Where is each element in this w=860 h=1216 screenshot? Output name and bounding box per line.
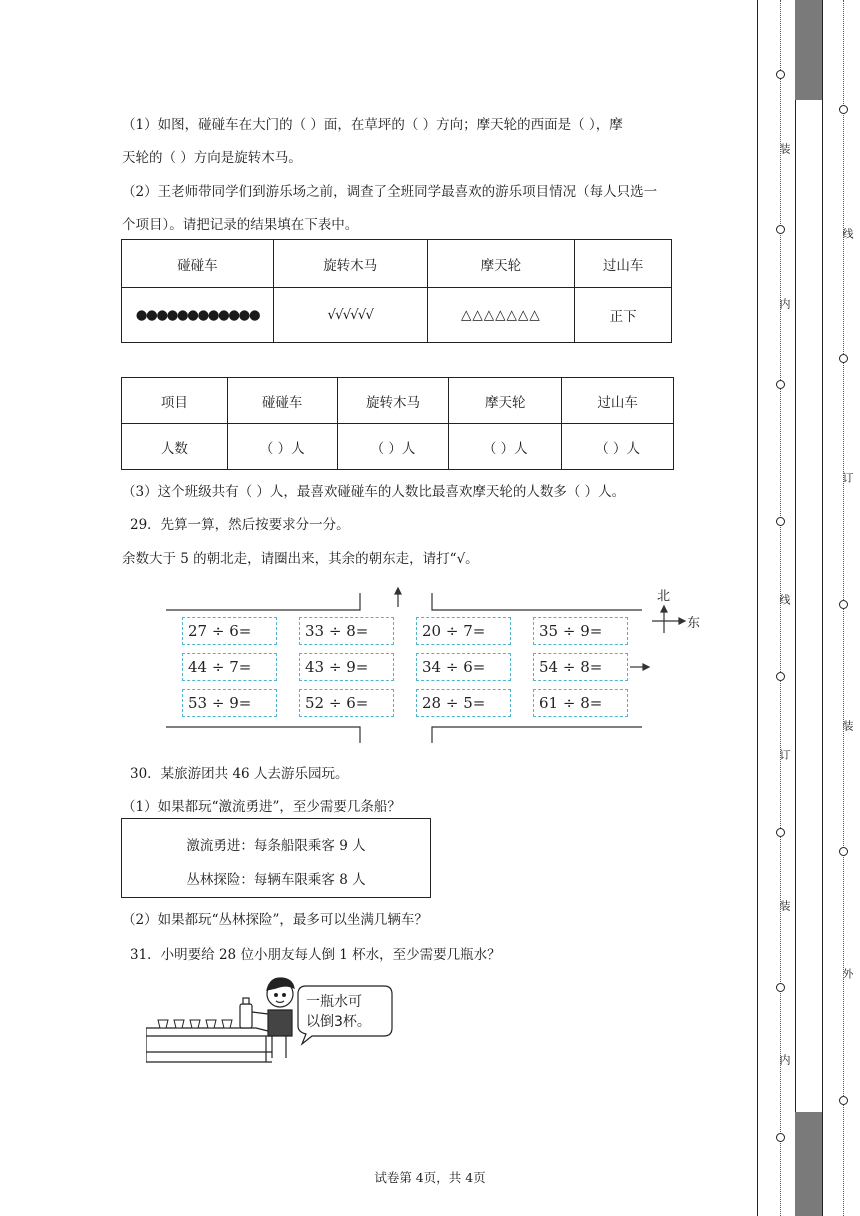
count-table-cell: 摩天轮 bbox=[449, 378, 562, 424]
binding-label-inner: 内 bbox=[778, 1054, 791, 1065]
count-answer-blank[interactable]: （ ）人 bbox=[227, 424, 337, 470]
binding-circle-icon bbox=[776, 1133, 785, 1142]
ride-rules-box bbox=[121, 818, 431, 898]
binding-label-inner: 订 bbox=[778, 749, 791, 760]
division-equation: 61 ÷ 8= bbox=[533, 689, 628, 717]
binding-circle-icon bbox=[776, 380, 785, 389]
binding-circle-icon bbox=[776, 225, 785, 234]
speech-line-2: 以倒3杯。 bbox=[306, 1014, 371, 1030]
tally-table bbox=[121, 239, 672, 343]
tally-marks-triangles: △△△△△△△ bbox=[427, 288, 575, 343]
count-table-cell: 旋转木马 bbox=[337, 378, 449, 424]
binding-strip-gray-top bbox=[795, 0, 822, 100]
tally-marks-zheng: 正下 bbox=[575, 288, 672, 343]
inner-dotted-line bbox=[780, 0, 781, 1216]
division-equation: 53 ÷ 9= bbox=[182, 689, 277, 717]
count-table-cell: 项目 bbox=[122, 378, 228, 424]
q28-part1-line1: （1）如图，碰碰车在大门的（ ）面，在草坪的（ ）方向；摩天轮的西面是（ ），摩 bbox=[122, 117, 623, 133]
division-equation: 27 ÷ 6= bbox=[182, 617, 277, 645]
page-footer: 试卷第 4页，共 4页 bbox=[374, 1170, 486, 1185]
tally-header: 摩天轮 bbox=[427, 240, 575, 288]
q28-part1-line2: 天轮的（ ）方向是旋转木马。 bbox=[122, 150, 302, 166]
east-arrow-icon bbox=[630, 664, 649, 670]
binding-strip-gray-bottom bbox=[795, 1112, 822, 1216]
count-answer-blank[interactable]: （ ）人 bbox=[337, 424, 449, 470]
division-equation: 20 ÷ 7= bbox=[416, 617, 511, 645]
binding-circle-icon bbox=[776, 517, 785, 526]
binding-label-inner: 线 bbox=[778, 594, 791, 605]
count-table bbox=[121, 377, 674, 470]
q29-title: 29．先算一算，然后按要求分一分。 bbox=[130, 517, 350, 533]
binding-label-inner: 内 bbox=[778, 298, 791, 309]
division-equation: 33 ÷ 8= bbox=[299, 617, 394, 645]
compass-north-label: 北 bbox=[657, 589, 671, 604]
binding-circle-icon bbox=[839, 354, 848, 363]
q31-title: 31．小明要给 28 位小朋友每人倒 1 杯水，至少需要几瓶水？ bbox=[130, 947, 501, 963]
q28-part2-line2: 个项目）。请把记录的结果填在下表中。 bbox=[122, 217, 359, 233]
binding-circle-icon bbox=[776, 983, 785, 992]
count-table-cell: 人数 bbox=[122, 424, 228, 470]
binding-label-outer: 装 bbox=[841, 720, 854, 731]
division-equation: 35 ÷ 9= bbox=[533, 617, 628, 645]
binding-label-inner: 装 bbox=[778, 143, 791, 154]
binding-circle-icon bbox=[839, 1096, 848, 1105]
q28-part2-line1: （2）王老师带同学们到游乐场之前，调查了全班同学最喜欢的游乐项目情况（每人只选一 bbox=[122, 184, 658, 200]
tally-header: 碰碰车 bbox=[122, 240, 274, 288]
division-equation: 28 ÷ 5= bbox=[416, 689, 511, 717]
division-equation: 54 ÷ 8= bbox=[533, 653, 628, 681]
binding-circle-icon bbox=[839, 847, 848, 856]
binding-circle-icon bbox=[776, 828, 785, 837]
count-answer-blank[interactable]: （ ）人 bbox=[562, 424, 674, 470]
binding-label-outer: 外 bbox=[841, 968, 854, 979]
count-table-cell: 碰碰车 bbox=[227, 378, 337, 424]
count-table-cell: 过山车 bbox=[562, 378, 674, 424]
compass-east-label: 东 bbox=[687, 616, 701, 631]
q30-title: 30．某旅游团共 46 人去游乐园玩。 bbox=[130, 766, 349, 782]
binding-strip-left-border bbox=[795, 0, 796, 1216]
water-bottle-icon bbox=[240, 998, 252, 1028]
tally-marks-dots: ●●●●●●●●●●●● bbox=[122, 288, 274, 343]
binding-circle-icon bbox=[776, 70, 785, 79]
division-equation: 52 ÷ 6= bbox=[299, 689, 394, 717]
rule-rafting: 激流勇进：每条船限乘客 9 人 bbox=[186, 838, 366, 854]
division-equation: 43 ÷ 9= bbox=[299, 653, 394, 681]
page-edge-line bbox=[757, 0, 758, 1216]
binding-label-outer: 订 bbox=[841, 472, 854, 483]
binding-strip-right-border bbox=[822, 0, 823, 1216]
boy-icon bbox=[252, 978, 294, 1058]
tally-marks-ticks: √√√√√√ bbox=[273, 288, 427, 343]
binding-circle-icon bbox=[839, 105, 848, 114]
kid-pouring-water-figure bbox=[146, 972, 396, 1072]
tally-header: 过山车 bbox=[575, 240, 672, 288]
north-arrow-icon bbox=[395, 588, 401, 607]
binding-label-outer: 线 bbox=[841, 228, 854, 239]
q29-instruction: 余数大于 5 的朝北走，请圈出来，其余的朝东走，请打“√。 bbox=[122, 551, 479, 567]
division-equation: 34 ÷ 6= bbox=[416, 653, 511, 681]
binding-circle-icon bbox=[776, 672, 785, 681]
speech-line-1: 一瓶水可 bbox=[306, 994, 362, 1010]
count-answer-blank[interactable]: （ ）人 bbox=[449, 424, 562, 470]
compass-icon bbox=[652, 606, 685, 633]
q30-sub2: （2）如果都玩“丛林探险”，最多可以坐满几辆车？ bbox=[122, 912, 428, 928]
q28-part3: （3）这个班级共有（ ）人，最喜欢碰碰车的人数比最喜欢摩天轮的人数多（ ）人。 bbox=[122, 484, 626, 500]
binding-circle-icon bbox=[839, 600, 848, 609]
cup-icon bbox=[158, 1020, 232, 1028]
division-path-figure bbox=[160, 585, 720, 745]
binding-label-inner: 装 bbox=[778, 900, 791, 911]
tally-header: 旋转木马 bbox=[273, 240, 427, 288]
division-equation: 44 ÷ 7= bbox=[182, 653, 277, 681]
q30-sub1: （1）如果都玩“激流勇进”，至少需要几条船？ bbox=[122, 799, 401, 815]
rule-jungle: 丛林探险：每辆车限乘客 8 人 bbox=[186, 872, 366, 888]
